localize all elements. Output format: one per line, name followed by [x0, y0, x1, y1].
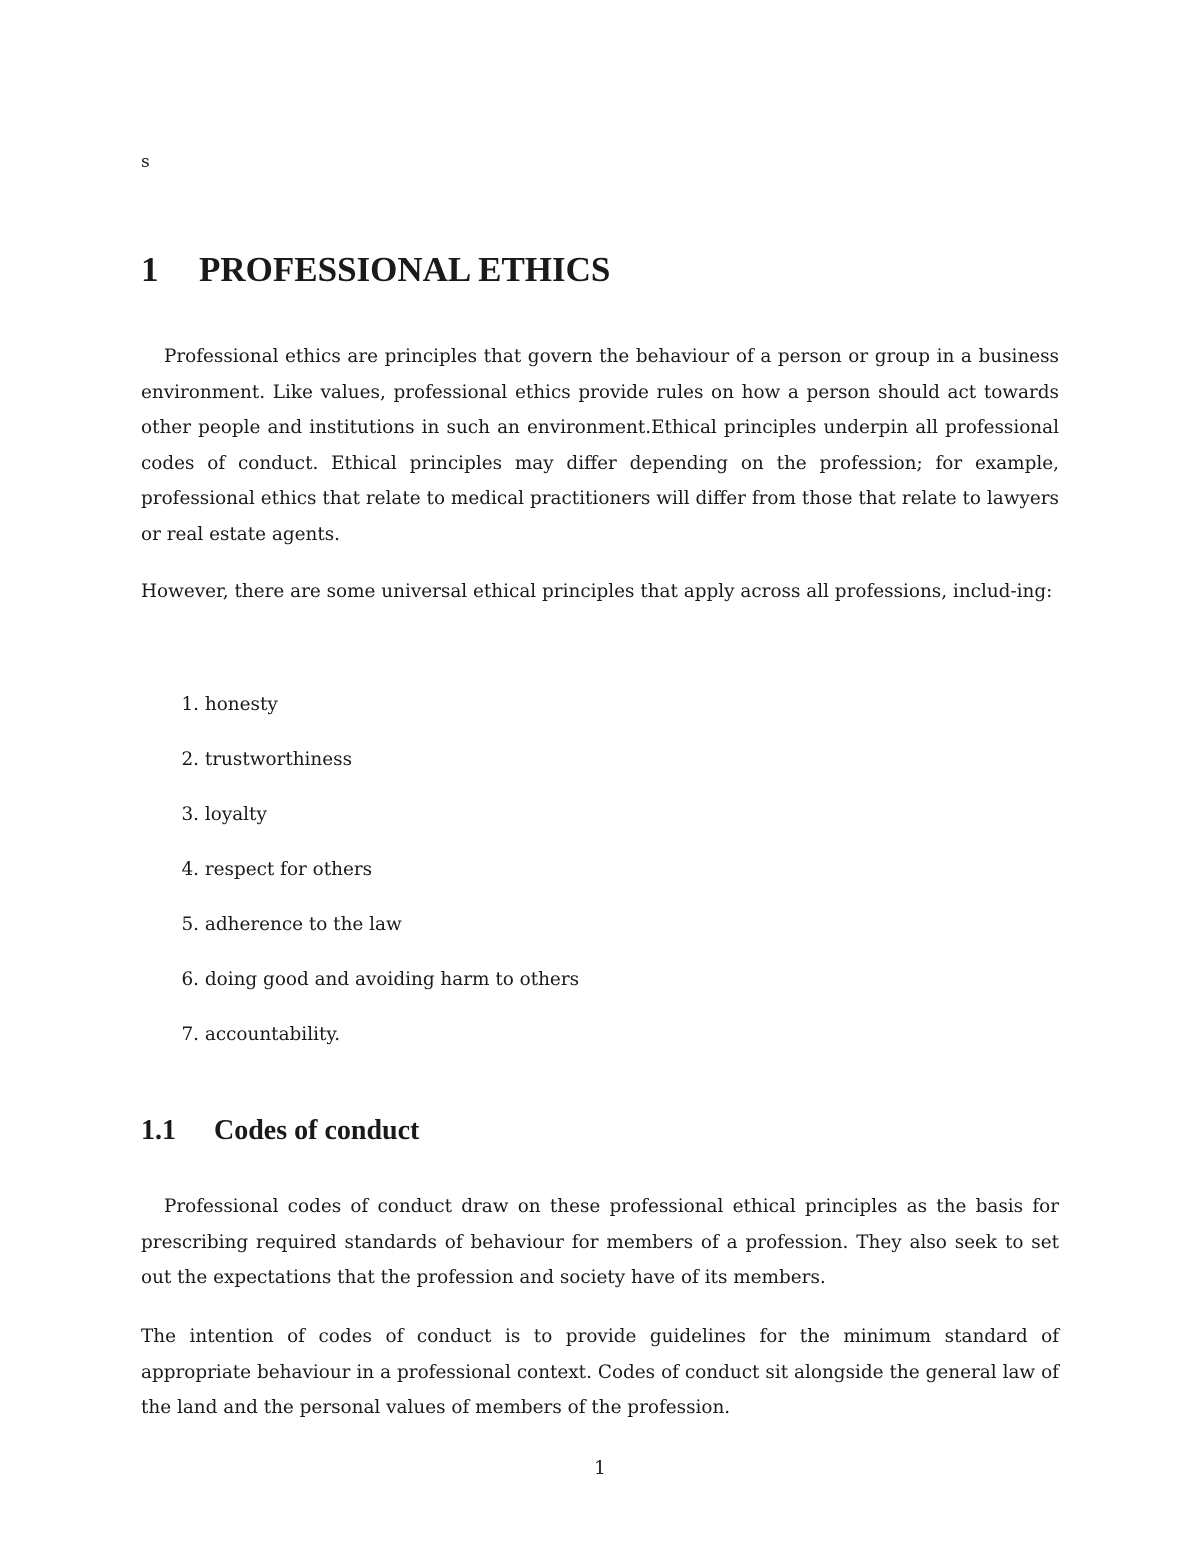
list-item-number: 1.: [181, 694, 199, 715]
page-number: 1: [594, 1458, 606, 1479]
list-item-text: honesty: [204, 694, 278, 715]
list-item-text: adherence to the law: [204, 914, 402, 935]
universal-principles-paragraph: However, there are some universal ethical principles that apply across all professions, includ-ing:: [141, 581, 1053, 602]
codes-intention-paragraph: The intention of codes of conduct is to provide guidelines for the minimum standard of appropriate behaviour in a professional context. Codes of conduct sit alongside the general law of the land and the personal values of members of the profession.: [141, 1326, 1059, 1418]
list-item-text: respect for others: [204, 859, 373, 880]
intro-paragraph: Professional ethics are principles that govern the behaviour of a person or group in a business environment. Like values, professional ethics provide rules on how a person should act towards other people and institutions in such an environment.Ethical principles underpin all professional codes of conduct. Ethical principles may differ depending on the profession; for example, professional ethics that relate to medical practitioners will differ from those that relate to lawyers or real estate agents.: [141, 346, 1059, 545]
list-item-text: loyalty: [204, 804, 267, 825]
list-item-number: 6.: [181, 969, 199, 990]
list-item-text: trustworthiness: [204, 749, 353, 770]
list-item-number: 2.: [181, 749, 199, 770]
codes-paragraph: Professional codes of conduct draw on these professional ethical principles as the basis for prescribing required standards of behaviour for members of a profession. They also seek to set out the expectations that the profession and society have of its members.: [141, 1196, 1059, 1288]
list-item: [141, 908, 579, 963]
list-item-text: doing good and avoiding harm to others: [204, 969, 580, 990]
list-item-number: 5.: [181, 914, 199, 935]
list-item: [141, 963, 579, 1018]
page-marker: s: [141, 152, 150, 172]
subsection-heading: [141, 1112, 419, 1150]
subsection-number: 1.1: [141, 1115, 176, 1146]
list-item: [141, 1018, 579, 1073]
section-number: 1: [141, 250, 159, 289]
section-title: PROFESSIONAL ETHICS: [199, 250, 611, 289]
list-item-number: 4.: [181, 859, 199, 880]
section-heading: [141, 248, 610, 292]
list-item: [141, 798, 579, 853]
principles-list: [141, 688, 579, 1073]
list-item: [141, 688, 579, 743]
list-item-number: 7.: [181, 1024, 199, 1045]
list-item: [141, 743, 579, 798]
list-item-number: 3.: [181, 804, 199, 825]
list-item: [141, 853, 579, 908]
list-item-text: accountability.: [204, 1024, 341, 1045]
subsection-title: Codes of conduct: [214, 1115, 420, 1146]
